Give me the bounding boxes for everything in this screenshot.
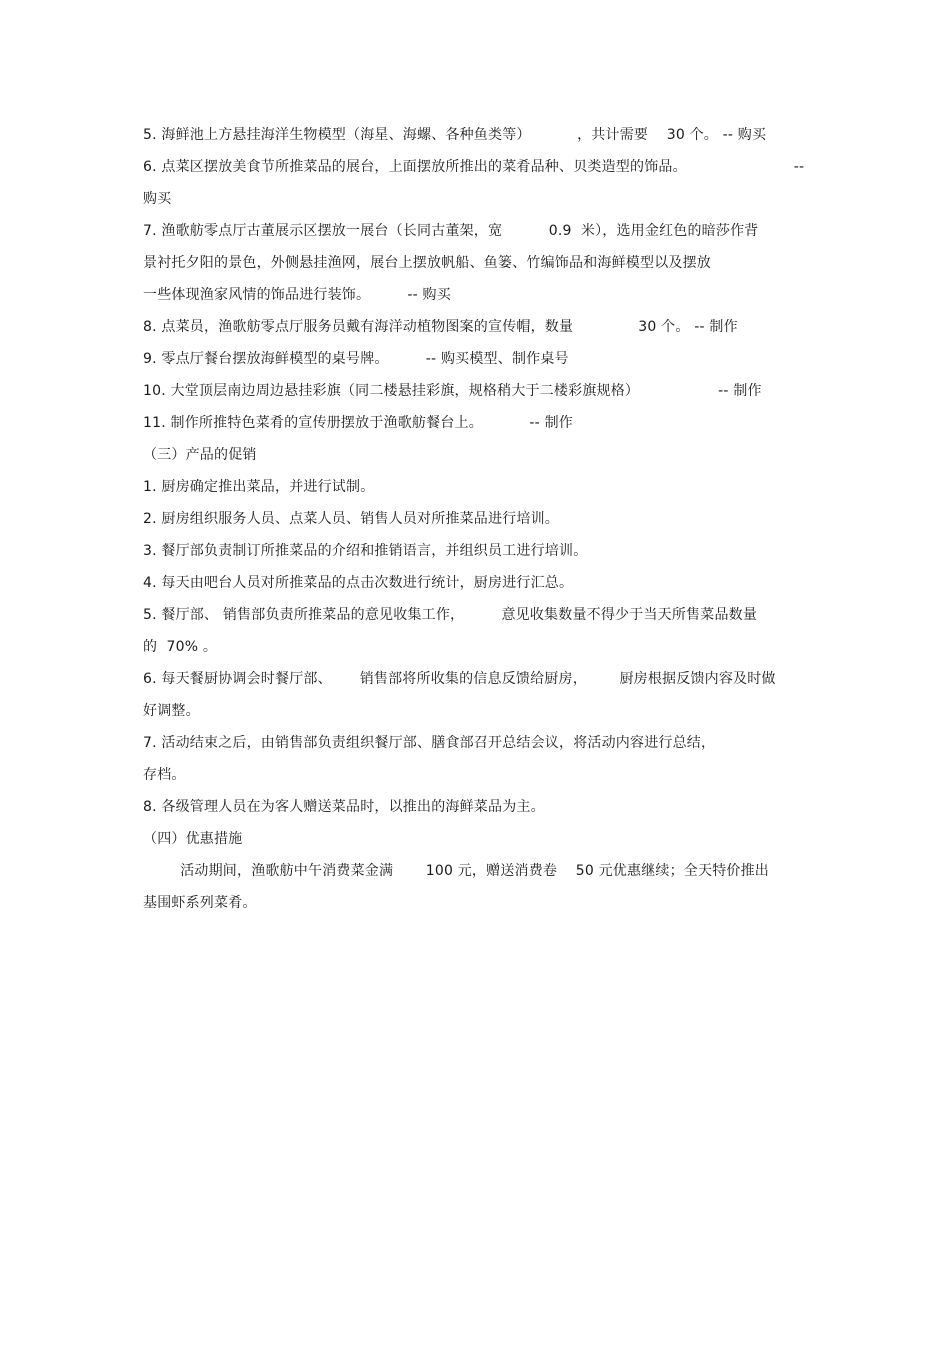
promo-item-2: 2. 厨房组织服务人员、点菜人员、销售人员对所推菜品进行培训。 <box>143 511 560 527</box>
promo-item-8: 8. 各级管理人员在为客人赠送菜品时，以推出的海鲜菜品为主。 <box>143 799 545 815</box>
item-7-continuation-1: 景衬托夕阳的景色，外侧悬挂渔网，展台上摆放帆船、鱼篓、竹编饰品和海鲜模型以及摆放 <box>143 255 711 271</box>
item-6-continuation: 购买 <box>143 191 172 207</box>
item-5-seafood-pool-models: 5. 海鲜池上方悬挂海洋生物模型（海星、海螺、各种鱼类等） ，共计需要 30 个。 -- 购买 <box>143 127 767 143</box>
item-7-antique-display: 7. 渔歌舫零点厅古董展示区摆放一展台（长同古董架，宽 0.9 米），选用金红色的暗莎作背 <box>143 223 759 239</box>
section-heading-promotion: （三）产品的促销 <box>143 447 257 463</box>
item-11-brochures: 11. 制作所推特色菜肴的宣传册摆放于渔歌舫餐台上。 -- 制作 <box>143 415 573 431</box>
promo-item-4: 4. 每天由吧台人员对所推菜品的点击次数进行统计，厨房进行汇总。 <box>143 575 574 591</box>
item-7-continuation-2: 一些体现渔家风情的饰品进行装饰。 -- 购买 <box>143 287 451 303</box>
promo-item-6: 6. 每天餐厨协调会时餐厅部、 销售部将所收集的信息反馈给厨房， 厨房根据反馈内容及时做 <box>143 671 776 687</box>
section-heading-discounts: （四）优惠措施 <box>143 831 243 847</box>
item-10-lobby-flags: 10. 大堂顶层南边周边悬挂彩旗（同二楼悬挂彩旗，规格稍大于二楼彩旗规格） -- 制作 <box>143 383 762 399</box>
promo-item-3: 3. 餐厅部负责制订所推菜品的介绍和推销语言，并组织员工进行培训。 <box>143 543 588 559</box>
promo-item-6-continuation: 好调整。 <box>143 703 200 719</box>
promo-item-7-continuation: 存档。 <box>143 767 186 783</box>
promo-item-5-continuation: 的 70% 。 <box>143 639 218 655</box>
promo-item-5: 5. 餐厅部、 销售部负责所推菜品的意见收集工作， 意见收集数量不得少于当天所售菜品数量 <box>143 607 758 623</box>
item-9-table-number-signs: 9. 零点厅餐台摆放海鲜模型的桌号牌。 -- 购买模型、制作桌号 <box>143 351 569 367</box>
item-6-ordering-area-display: 6. 点菜区摆放美食节所推菜品的展台，上面摆放所推出的菜肴品种、贝类造型的饰品。 -- <box>143 159 805 175</box>
item-8-promo-caps: 8. 点菜员，渔歌舫零点厅服务员戴有海洋动植物图案的宣传帽，数量 30 个。 -- 制作 <box>143 319 738 335</box>
promo-item-7: 7. 活动结束之后，由销售部负责组织餐厅部、膳食部召开总结会议，将活动内容进行总结， <box>143 735 716 751</box>
promo-item-1: 1. 厨房确定推出菜品，并进行试制。 <box>143 479 375 495</box>
discount-paragraph: 活动期间，渔歌舫中午消费菜金满 100 元，赠送消费卷 50 元优惠继续；全天特价推出 <box>143 863 769 879</box>
discount-paragraph-continuation: 基围虾系列菜肴。 <box>143 895 257 911</box>
